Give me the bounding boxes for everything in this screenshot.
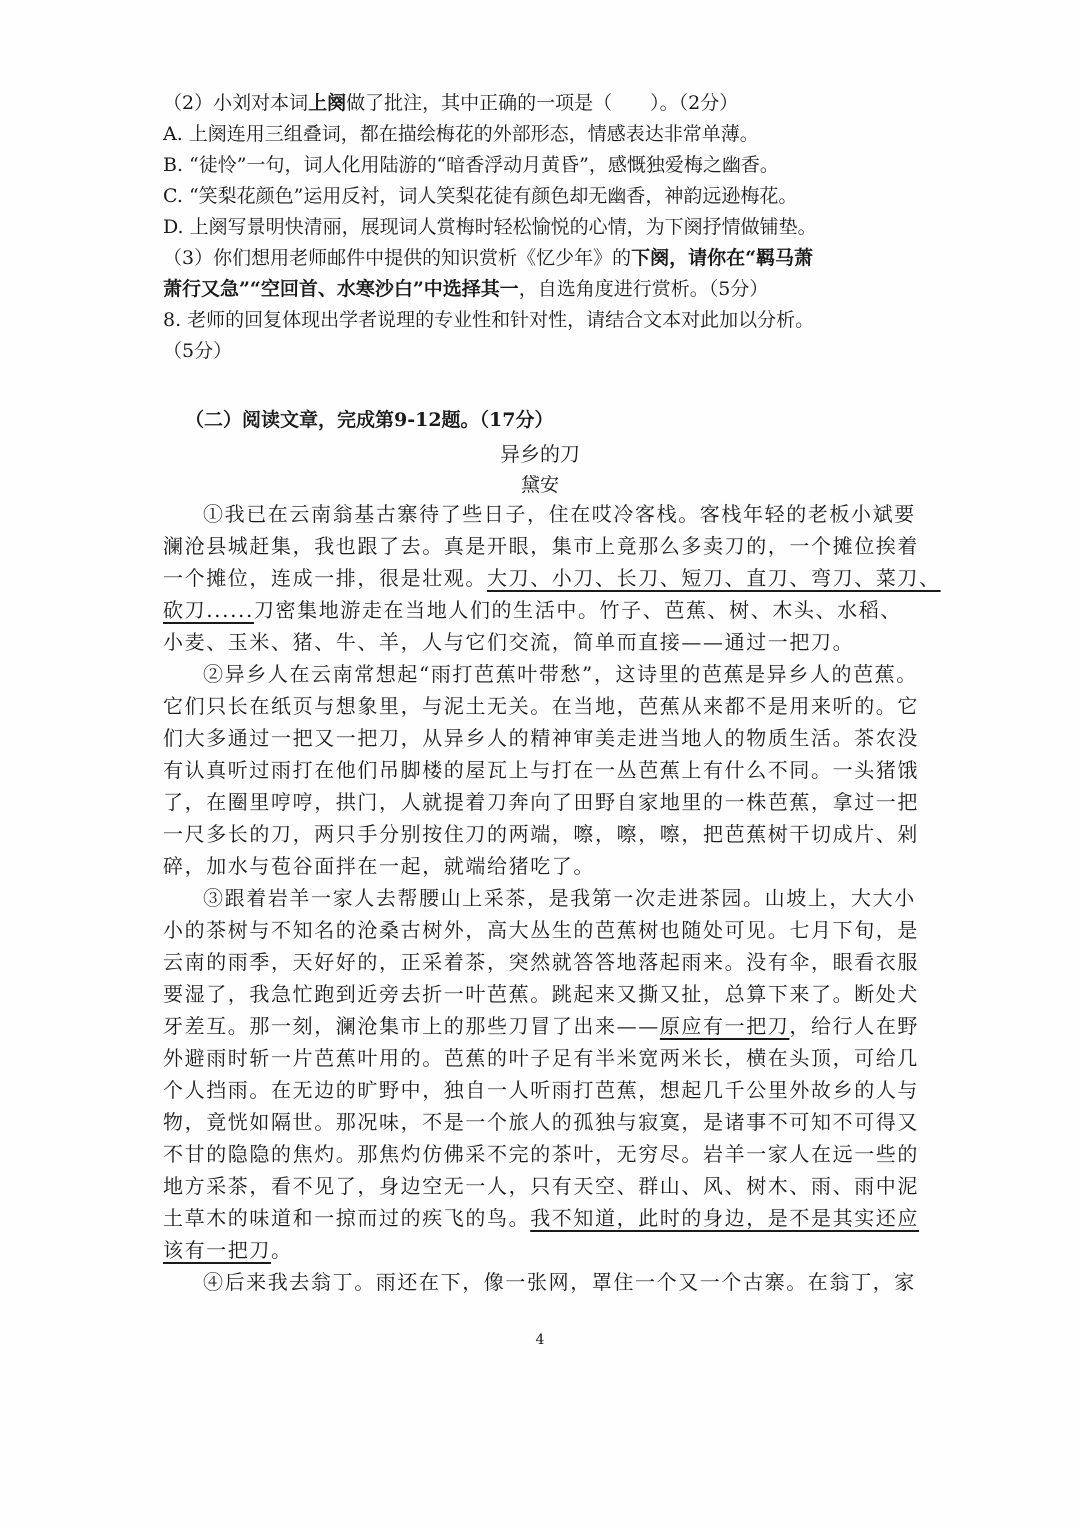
paragraph-1-line: 小麦、玉米、猪、牛、羊，人与它们交流，简单而直接——通过一把刀。	[163, 630, 855, 654]
q2-prefix: （2）小刘对本词	[163, 92, 309, 114]
q3-l1-pre: （3）你们想用老师邮件中提供的知识赏析《忆少年》的	[163, 247, 632, 269]
paragraph-3-line: 小的茶树与不知名的沧桑古树外，高大丛生的芭蕉树也随处可见。七月下旬，是	[163, 918, 919, 942]
text-span: 。	[271, 1238, 293, 1262]
option-d: D. 上阕写景明快清丽，展现词人赏梅时轻松愉悦的心情，为下阕抒情做铺垫。	[163, 216, 817, 238]
paragraph-3-line: 个人挡雨。在无边的旷野中，独自一人听雨打芭蕉，想起几千公里外故乡的人与	[163, 1078, 919, 1102]
q3-l1-bold1: 下阕	[631, 247, 670, 269]
paragraph-2-line: 碎，加水与苞谷面拌在一起，就端给猪吃了。	[163, 854, 595, 878]
q2-suffix: 做了批注，其中正确的一项是（ ）。（2分）	[346, 92, 739, 114]
option-b: B. “徒怜”一句，词人化用陆游的“暗香浮动月黄昏”，感慨独爱梅之幽香。	[163, 154, 779, 176]
paragraph-3-line: 要湿了，我急忙跑到近旁去折一叶芭蕉。跳起来又撕又扯，总算下来了。断处犬	[163, 982, 919, 1006]
paragraph-3-line: 物，竟恍如隔世。那况味，不是一个旅人的孤独与寂寞，是诸事不可知不可得又	[163, 1110, 919, 1134]
article-author: 黛安	[520, 474, 559, 496]
underlined-span: 该有一把刀	[163, 1238, 271, 1262]
paragraph-1-line: ①我已在云南翁基古寨待了些日子，住在哎冷客栈。客栈年轻的老板小斌要	[203, 502, 916, 526]
questions-block	[163, 88, 903, 367]
paragraph-3-line	[163, 1202, 920, 1234]
paragraph-3-line: 地方采茶，看不见了，身边空无一人，只有天空、群山、风、树木、雨、雨中泥	[163, 1174, 919, 1198]
paragraph-3-line: 云南的雨季，天好好的，正采着茶，突然就答答地落起雨来。没有伞，眼看衣服	[163, 950, 919, 974]
paragraph-2-line: 了，在圈里哼哼，拱门，人就提着刀奔向了田野自家地里的一株芭蕉，拿过一把	[163, 790, 919, 814]
underlined-span: 我不知道，此时的身边，是不是其实还应	[530, 1206, 920, 1230]
question-2-stem	[163, 88, 903, 119]
text-span: 一个摊位，连成一排，很是壮观。	[163, 566, 487, 590]
article-body	[163, 498, 941, 1298]
paragraph-3-line: 不甘的隐隐的焦灼。那焦灼仿佛采不完的茶叶，无穷尽。岩羊一家人在远一些的	[163, 1142, 919, 1166]
article-title: 异乡的刀	[500, 442, 580, 466]
paragraph-3-line: 外避雨时斩一片芭蕉叶用的。芭蕉的叶子足有半米宽两米长，横在头顶，可给几	[163, 1046, 919, 1070]
question-8-line-1: 8. 老师的回复体现出学者说理的专业性和针对性，请结合文本对此加以分析。	[163, 309, 815, 331]
question-8-line-2: （5分）	[163, 340, 233, 362]
text-span: ，给行人在野	[789, 1014, 920, 1038]
underlined-span: 原应有一把刀	[659, 1014, 790, 1038]
paragraph-1-line	[163, 562, 941, 594]
q3-l2-bold: 萧行又急”“空回首、水寒沙白”中选择其一	[163, 278, 519, 300]
text-span: 土草木的味道和一掠而过的疾飞的鸟。	[163, 1206, 531, 1230]
paragraph-3-line: ③跟着岩羊一家人去帮腰山上采茶，是我第一次走进茶园。山坡上，大大小	[203, 886, 916, 910]
paragraph-2-line: 它们只长在纸页与想象里，与泥土无关。在当地，芭蕉从来都不是用来听的。它	[163, 694, 919, 718]
paragraph-2-line: 一尺多长的刀，两只手分别按住刀的两端，嚓，嚓，嚓，把芭蕉树干切成片、剁	[163, 822, 919, 846]
text-span: 牙差互。那一刻，澜沧集市上的那些刀冒了出来——	[163, 1014, 660, 1038]
paragraph-3-line	[163, 1010, 920, 1042]
q3-l1-bold2: ，请你在“羁马萧	[669, 247, 814, 269]
question-3-line-2	[163, 274, 903, 305]
option-a: A. 上阕连用三组叠词，都在描绘梅花的外部形态，情感表达非常单薄。	[163, 123, 759, 145]
section-title: （二）阅读文章，完成第9-12题。（17分）	[185, 409, 554, 431]
q3-l2-suffix: ，自选角度进行赏析。（5分）	[518, 278, 769, 300]
option-c: C. “笑梨花颜色”运用反衬，词人笑梨花徒有颜色却无幽香，神韵远逊梅花。	[163, 185, 798, 207]
question-3-line-1	[163, 243, 903, 274]
paragraph-1-line	[163, 594, 902, 626]
paragraph-2-line: 们大多通过一把又一把刀，从异乡人的精神审美走进当地人的物质生活。茶农没	[163, 726, 919, 750]
paragraph-1-line: 澜沧县城赶集，我也跟了去。真是开眼，集市上竟那么多卖刀的，一个摊位挨着	[163, 534, 919, 558]
paragraph-2-line: ②异乡人在云南常想起“雨打芭蕉叶带愁”，这诗里的芭蕉是异乡人的芭蕉。	[203, 662, 918, 686]
paragraph-4-line: ④后来我去翁丁。雨还在下，像一张网，罩住一个又一个古寨。在翁丁，家	[203, 1270, 916, 1294]
underlined-span: 砍刀......	[163, 598, 254, 622]
page-number: 4	[535, 1332, 545, 1348]
underlined-span: 大刀、小刀、长刀、短刀、直刀、弯刀、菜刀、	[487, 566, 941, 590]
q2-bold: 上阕	[308, 92, 347, 114]
paragraph-3-line	[163, 1234, 893, 1266]
text-span: 刀密集地游走在当地人们的生活中。竹子、芭蕉、树、木头、水稻、	[253, 598, 902, 622]
paragraph-2-line: 有认真听过雨打在他们吊脚楼的屋瓦上与打在一丛芭蕉上有什么不同。一头猪饿	[163, 758, 919, 782]
